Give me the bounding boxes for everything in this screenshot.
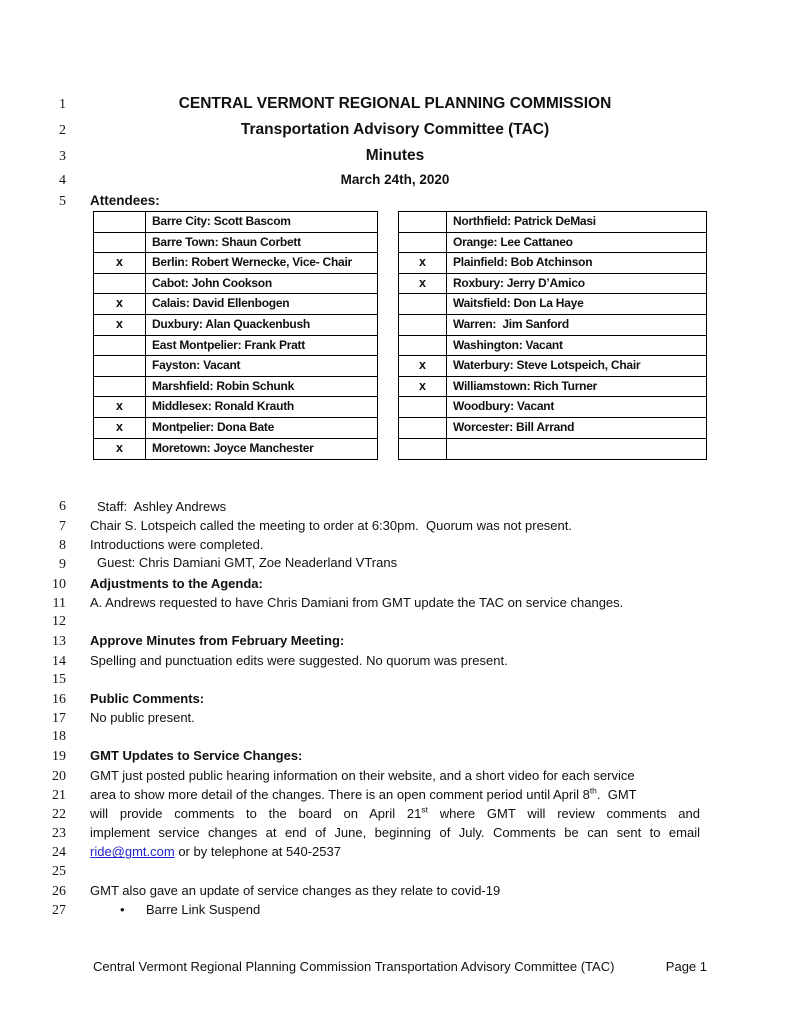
bullet-glyph: • [120,901,125,917]
line-text: Attendees: [90,193,160,208]
table-row [94,418,377,439]
line-number: 23 [52,826,66,842]
table-row [399,315,706,336]
attendee-name [447,439,706,460]
document-header [0,91,791,211]
document-line [0,516,791,535]
attendee-name: Waitsfield: Don La Haye [453,296,584,311]
line-text: Public Comments: [90,690,205,706]
attendance-table-right [398,211,707,460]
table-row [94,315,377,336]
attendance-mark: x [399,377,447,397]
document-line [0,191,791,211]
attendance-mark [399,233,447,253]
document-line [0,727,791,746]
line-text: will provide comments to the board on April 21st where GMT will review comments and [90,804,701,821]
line-number: 16 [52,691,66,707]
line-number: 4 [59,173,66,188]
table-row [399,294,706,315]
line-number: 8 [59,538,66,554]
attendee-name: Waterbury: Steve Lotspeich, Chair [453,358,641,373]
line-text: GMT just posted public hearing information on their website, and a short video for each service [90,767,635,783]
attendee-name: Warren: Jim Sanford [453,316,569,331]
line-text: Adjustments to the Agenda: [90,575,263,591]
attendee-name: Roxbury: Jerry D’Amico [453,275,585,290]
staff-line: Staff: Ashley Andrews [97,499,227,514]
document-line [0,804,791,823]
document-line [0,612,791,631]
line-number: 9 [59,556,66,572]
line-text: area to show more detail of the changes. There is an open comment period until April 8th. GMT [90,785,637,802]
document-line [0,842,791,861]
attendance-mark: x [399,356,447,376]
table-row [399,377,706,398]
attendance-mark [94,274,146,294]
attendance-mark: x [94,294,146,314]
attendance-mark [399,294,447,314]
line-number: 10 [52,576,66,592]
attendance-mark [399,336,447,356]
table-row [399,418,706,439]
line-number: 5 [59,194,66,209]
attendance-mark: x [399,253,447,273]
line-text: CENTRAL VERMONT REGIONAL PLANNING COMMISSION [178,95,612,112]
document-line [0,143,791,169]
footer-title: Central Vermont Regional Planning Commission Transportation Advisory Committee (TAC) [93,959,615,974]
document-line [0,535,791,554]
line-number: 6 [59,499,66,514]
line-text: Introductions were completed. [90,537,264,553]
attendee-name: Marshfield: Robin Schunk [152,378,295,393]
document-line [0,746,791,765]
document-line [0,766,791,785]
line-number: 24 [52,845,66,861]
line-number: 20 [52,768,66,784]
table-row [399,274,706,295]
document-body [0,497,791,919]
line-number: 2 [59,123,66,138]
line-text: Transportation Advisory Committee (TAC) [240,121,550,138]
table-row [399,336,706,357]
line-text: • Barre Link Suspend [90,900,700,919]
document-line [0,785,791,804]
superscript-text: st [421,804,428,815]
line-number: 26 [52,883,66,899]
document-line [0,823,791,842]
attendance-mark [399,418,447,438]
line-number: 25 [52,863,66,879]
attendee-name: East Montpelier: Frank Pratt [152,337,306,352]
table-row [399,356,706,377]
table-row [94,439,377,460]
table-row [399,439,706,460]
table-row [399,233,706,254]
attendee-name: Moretown: Joyce Manchester [152,440,314,455]
line-number: 22 [52,807,66,822]
attendee-name: Berlin: Robert Wernecke, Vice- Chair [152,255,352,270]
document-line [0,651,791,670]
document-line [0,689,791,708]
attendee-name: Middlesex: Ronald Krauth [152,399,295,414]
line-number: 1 [59,97,66,112]
attendee-name: Duxbury: Alan Quackenbush [152,316,310,331]
line-number: 17 [52,711,66,727]
attendance-mark: x [399,274,447,294]
line-number: 3 [59,149,66,164]
document-line [0,555,791,574]
attendee-name: Williamstown: Rich Turner [453,378,598,393]
document-line [0,574,791,593]
table-row [94,336,377,357]
attendance-mark [94,233,146,253]
document-line [0,117,791,143]
document-line [0,169,791,191]
line-text: March 24th, 2020 [340,172,450,187]
line-text: Spelling and punctuation edits were suggested. No quorum was present. [90,652,508,668]
line-number: 11 [52,595,66,611]
page-footer [93,959,707,974]
footer-page-number: Page 1 [665,959,707,974]
attendance-mark: x [94,315,146,335]
table-row [94,212,377,233]
email-link[interactable]: ride@gmt.com [90,844,175,860]
table-row [399,212,706,233]
attendance-mark [94,377,146,397]
document-line [0,862,791,881]
attendance-mark [399,439,447,460]
line-text: GMT also gave an update of service changes as they relate to covid-19 [90,882,501,898]
table-row [94,294,377,315]
superscript-text: th [589,785,597,796]
table-row [94,253,377,274]
attendance-mark: x [94,253,146,273]
line-text: Chair S. Lotspeich called the meeting to order at 6:30pm. Quorum was not present. [90,518,572,534]
attendance-mark: x [94,439,146,460]
attendance-mark [399,315,447,335]
guest-line: Guest: Chris Damiani GMT, Zoe Neaderland VTrans [97,554,398,570]
line-number: 14 [52,653,66,669]
attendance-table-left [93,211,378,460]
line-number: 19 [52,749,66,765]
document-line [0,497,791,516]
attendee-name: Montpelier: Dona Bate [152,419,275,434]
line-text: ride@gmt.com or by telephone at 540-2537 [90,844,341,860]
line-text: A. Andrews requested to have Chris Damiani from GMT update the TAC on service changes. [90,594,624,610]
table-row [94,356,377,377]
attendee-name: Northfield: Patrick DeMasi [453,214,596,228]
document-line [0,593,791,612]
document-line [0,881,791,900]
document-line [0,91,791,117]
document-line [0,670,791,689]
attendee-name: Woodbury: Vacant [453,399,555,414]
line-number: 7 [59,519,66,535]
line-number: 18 [52,729,66,745]
attendance-mark: x [94,418,146,438]
attendee-name: Fayston: Vacant [152,358,241,373]
attendee-name: Plainfield: Bob Atchinson [453,255,593,270]
line-text: GMT Updates to Service Changes: [90,748,303,764]
table-row [94,274,377,295]
table-row [399,253,706,274]
line-number: 27 [52,902,66,918]
document-line [0,631,791,650]
line-number: 13 [52,634,66,650]
attendee-name: Calais: David Ellenbogen [152,296,290,311]
attendance-mark [94,336,146,356]
table-row [94,397,377,418]
line-text: implement service changes at end of June, beginning of July. Comments be can sent to email [90,825,700,841]
attendance-mark [399,212,447,232]
attendance-tables [93,211,707,460]
document-line [0,708,791,727]
attendee-name: Barre Town: Shaun Corbett [152,234,301,249]
document-line [0,900,791,919]
attendance-mark [94,212,146,232]
attendance-mark [399,397,447,417]
line-text: No public present. [90,710,195,726]
line-number: 15 [52,671,66,687]
attendee-name: Barre City: Scott Bascom [152,214,291,228]
table-row [94,377,377,398]
attendance-mark: x [94,397,146,417]
line-text: Approve Minutes from February Meeting: [90,633,345,649]
attendee-name: Cabot: John Cookson [152,275,272,290]
line-text: Minutes [365,147,425,164]
table-row [399,397,706,418]
attendee-name: Worcester: Bill Arrand [453,419,575,434]
attendee-name: Orange: Lee Cattaneo [453,234,573,249]
line-number: 21 [52,787,66,803]
line-number: 12 [52,614,66,630]
table-row [94,233,377,254]
attendee-name: Washington: Vacant [453,337,563,352]
attendance-mark [94,356,146,376]
